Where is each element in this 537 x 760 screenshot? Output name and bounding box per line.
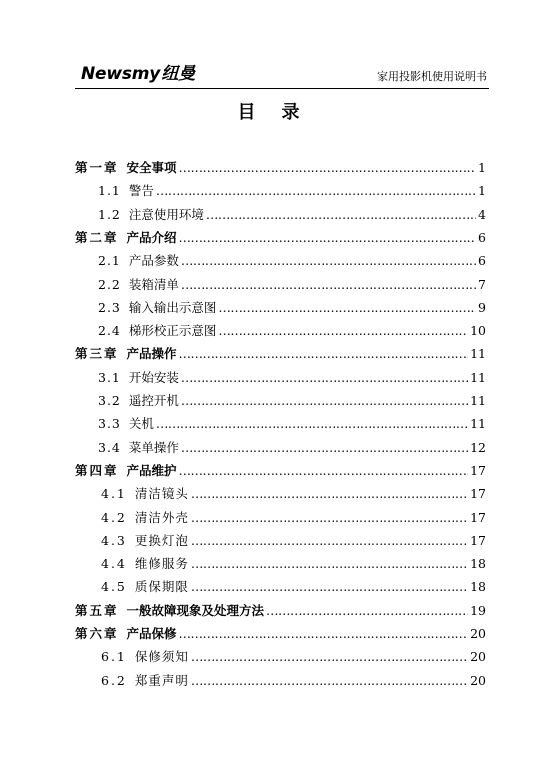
toc-entry-page-number: 17 — [470, 462, 486, 478]
toc-section-entry[interactable] — [98, 391, 486, 411]
toc-dot-leader — [191, 531, 468, 551]
toc-chapter-entry[interactable] — [75, 624, 486, 644]
toc-entry-page-number: 11 — [470, 346, 486, 362]
toc-entry-page-number: 6 — [478, 253, 486, 269]
toc-entry-title: 装箱清单 — [128, 276, 179, 292]
toc-section-entry[interactable] — [101, 484, 486, 504]
toc-section-entry[interactable] — [101, 508, 486, 528]
toc-entry-title: 产品维护 — [126, 462, 177, 478]
toc-dot-leader — [179, 158, 476, 178]
toc-entry-title: 安全事项 — [126, 160, 177, 175]
toc-dot-leader — [181, 438, 468, 458]
toc-entry-number: 2.3 — [98, 299, 121, 315]
toc-entry-title: 梯形校正示意图 — [128, 323, 217, 339]
toc-entry-number: 3.4 — [98, 439, 121, 455]
toc-entry-title: 更换灯泡 — [134, 532, 189, 548]
toc-entry-page-number: 17 — [470, 486, 486, 502]
toc-section-entry[interactable] — [98, 321, 486, 341]
toc-entry-page-number: 1 — [478, 183, 486, 199]
toc-entry-number: 3.3 — [98, 416, 121, 432]
toc-dot-leader — [156, 181, 476, 201]
toc-entry-page-number: 12 — [470, 439, 486, 455]
toc-section-entry[interactable] — [101, 647, 486, 667]
toc-chapter-entry[interactable] — [75, 228, 486, 248]
toc-dot-leader — [206, 205, 476, 225]
toc-entry-number: 3.2 — [98, 393, 121, 408]
toc-chapter-entry[interactable] — [75, 601, 486, 621]
toc-section-entry[interactable] — [98, 205, 486, 225]
toc-entry-title: 开始安装 — [128, 369, 179, 385]
toc-entry-title: 产品参数 — [128, 253, 179, 269]
toc-entry-number: 2.4 — [98, 323, 121, 339]
toc-entry-number: 第五章 — [75, 602, 119, 618]
toc-entry-title: 警告 — [128, 183, 154, 199]
toc-entry-number: 1.1 — [98, 183, 121, 199]
toc-dot-leader — [191, 577, 468, 597]
toc-dot-leader — [191, 484, 468, 504]
toc-entry-page-number: 11 — [470, 369, 486, 385]
toc-entry-title: 郑重声明 — [134, 672, 189, 688]
toc-dot-leader — [191, 508, 468, 528]
toc-entry-title: 清洁镜头 — [134, 486, 189, 502]
toc-heading: 目录 — [237, 102, 326, 123]
toc-entry-title: 输入输出示意图 — [128, 299, 217, 315]
toc-entry-page-number: 10 — [470, 323, 486, 339]
toc-dot-leader — [218, 321, 468, 341]
toc-dot-leader — [181, 251, 476, 271]
toc-entry-number: 4.2 — [101, 509, 127, 525]
toc-entry-page-number: 18 — [470, 556, 486, 572]
toc-chapter-entry[interactable] — [75, 461, 486, 481]
toc-entry-title: 一般故障现象及处理方法 — [126, 602, 265, 618]
toc-entry-title: 维修服务 — [134, 556, 189, 572]
toc-entry-number: 4.5 — [101, 579, 127, 595]
toc-section-entry[interactable] — [98, 275, 486, 295]
toc-dot-leader — [179, 228, 476, 248]
toc-entry-number: 4.4 — [101, 556, 127, 572]
toc-entry-number: 第三章 — [75, 346, 119, 362]
toc-dot-leader — [181, 391, 468, 411]
toc-entry-title: 注意使用环境 — [128, 206, 204, 222]
toc-entry-page-number: 11 — [470, 416, 486, 432]
toc-entry-title: 产品操作 — [126, 346, 177, 362]
toc-section-entry[interactable] — [98, 368, 486, 388]
toc-entry-title: 清洁外壳 — [134, 509, 189, 525]
toc-section-entry[interactable] — [98, 438, 486, 458]
toc-entry-number: 4.1 — [101, 486, 127, 502]
toc-entry-page-number: 18 — [470, 579, 486, 595]
toc-section-entry[interactable] — [101, 577, 486, 597]
toc-chapter-entry[interactable] — [75, 158, 486, 178]
toc-dot-leader — [191, 671, 468, 691]
toc-entry-number: 1.2 — [98, 206, 121, 222]
toc-entry-page-number: 1 — [478, 160, 486, 175]
toc-entry-title: 质保期限 — [134, 579, 189, 595]
toc-entry-title: 遥控开机 — [128, 393, 179, 408]
toc-entry-title: 菜单操作 — [128, 439, 179, 455]
toc-entry-number: 6.2 — [101, 672, 127, 688]
toc-entry-number: 第六章 — [75, 626, 119, 641]
toc-section-entry[interactable] — [101, 531, 486, 551]
toc-entry-title: 关机 — [128, 416, 154, 432]
toc-entry-number: 6.1 — [101, 649, 127, 665]
page-header — [0, 0, 537, 92]
toc-entry-number: 第一章 — [75, 160, 119, 175]
toc-entry-page-number: 6 — [478, 229, 486, 245]
header-rule — [75, 88, 489, 89]
toc-entry-number: 3.1 — [98, 369, 121, 385]
toc-entry-title: 产品保修 — [126, 626, 177, 641]
toc-entry-page-number: 20 — [470, 626, 486, 641]
toc-entry-page-number: 20 — [470, 649, 486, 665]
toc-dot-leader — [191, 647, 468, 667]
toc-section-entry[interactable] — [98, 298, 486, 318]
toc-entry-page-number: 11 — [470, 393, 486, 408]
toc-section-entry[interactable] — [98, 414, 486, 434]
toc-entry-number: 第二章 — [75, 229, 119, 245]
toc-entry-number: 4.3 — [101, 532, 127, 548]
toc-dot-leader — [179, 461, 469, 481]
toc-entry-page-number: 17 — [470, 532, 486, 548]
toc-entry-page-number: 19 — [470, 602, 486, 618]
toc-section-entry[interactable] — [98, 181, 486, 201]
document-title: 家用投影机使用说明书 — [377, 70, 487, 83]
toc-dot-leader — [179, 344, 469, 364]
brand-logo-en: Newsmy — [81, 64, 161, 84]
toc-dot-leader — [266, 601, 468, 621]
toc-dot-leader — [181, 275, 476, 295]
brand-logo — [81, 64, 195, 84]
toc-dot-leader — [218, 298, 476, 318]
toc-entry-number: 2.1 — [98, 253, 121, 269]
toc-entry-page-number: 20 — [470, 672, 486, 688]
toc-entry-page-number: 9 — [478, 299, 486, 315]
toc-entry-number: 第四章 — [75, 462, 119, 478]
toc-entry-page-number: 17 — [470, 509, 486, 525]
toc-chapter-entry[interactable] — [75, 344, 486, 364]
toc-entry-page-number: 7 — [478, 276, 486, 292]
toc-entry-title: 产品介绍 — [126, 229, 177, 245]
toc-dot-leader — [156, 414, 468, 434]
toc-dot-leader — [181, 368, 468, 388]
toc-entry-number: 2.2 — [98, 276, 121, 292]
toc-section-entry[interactable] — [98, 251, 486, 271]
toc-section-entry[interactable] — [101, 671, 486, 691]
toc-entry-page-number: 4 — [478, 206, 486, 222]
toc-dot-leader — [191, 554, 468, 574]
brand-logo-cn: 纽曼 — [161, 64, 196, 84]
toc-dot-leader — [179, 624, 469, 644]
toc-entry-title: 保修须知 — [134, 649, 189, 665]
toc-section-entry[interactable] — [101, 554, 486, 574]
